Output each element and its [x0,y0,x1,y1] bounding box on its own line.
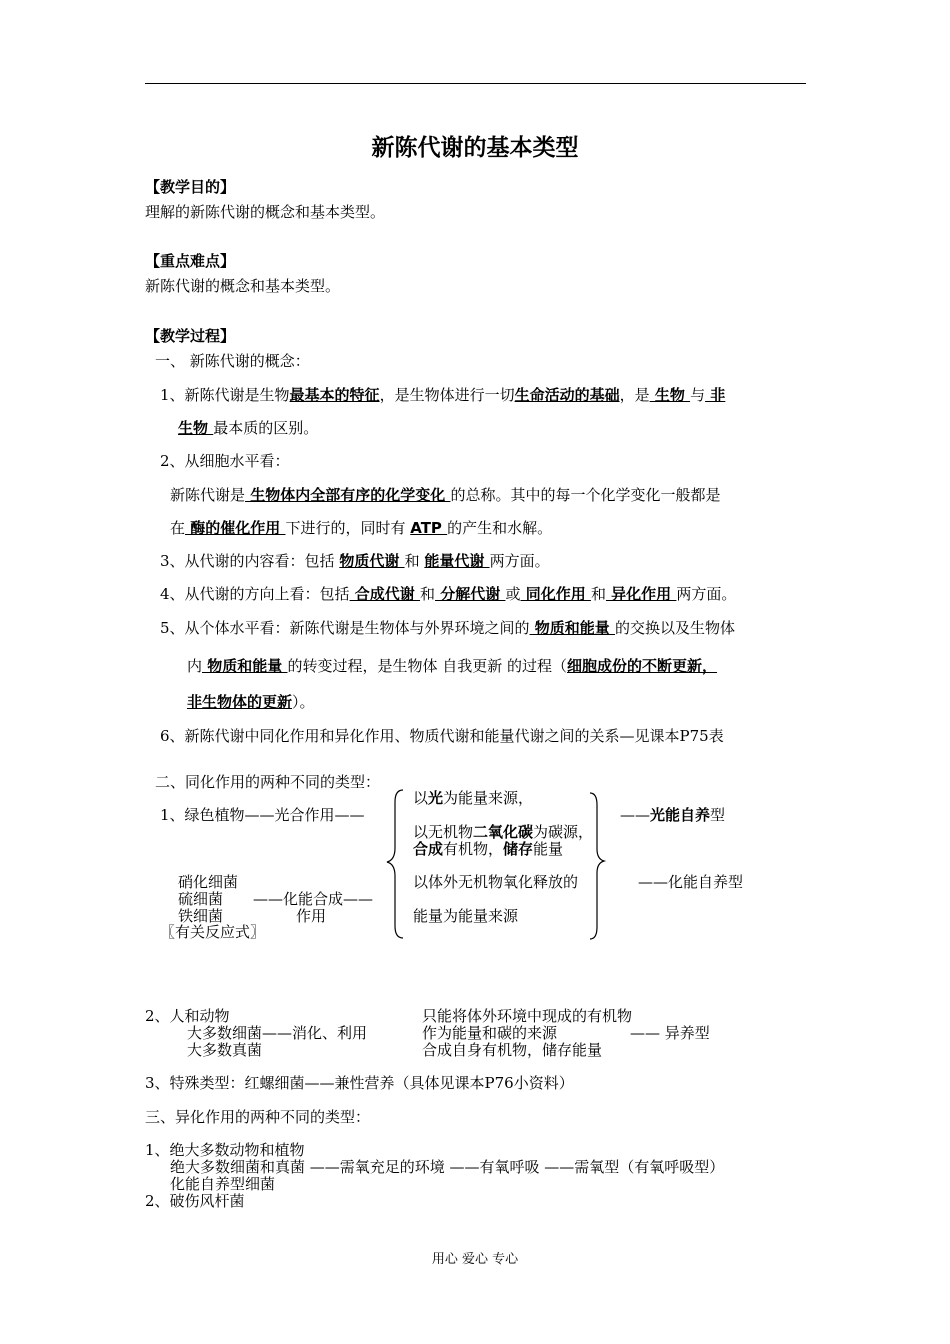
keypoint-text: 新陈代谢的概念和基本类型。 [145,277,341,295]
point-2-line-1: 新陈代谢是 生物体内全部有序的化学变化 的总称。其中的每一个化学变化一般都是 [170,486,721,504]
section-2-heading: 二、同化作用的两种不同的类型： [155,773,381,791]
point-1-line-2: 生物 最本质的区别。 [178,419,319,437]
left-brace-icon [383,788,407,940]
point-3: 3、从代谢的内容看：包括 物质代谢 和 能量代谢 两方面。 [160,552,550,570]
point-4: 4、从代谢的方向上看：包括 合成代谢 和 分解代谢 或 同化作用 和 异化作用 两方面。 [160,585,737,603]
branch-carbon-source: 以无机物二氧化碳为碳源， [413,823,594,841]
anaerobic-line-1: 2、破伤风杆菌 [145,1192,245,1210]
branch-energy-source: 能量为能量来源 [413,907,519,925]
page-title: 新陈代谢的基本类型 [371,135,579,161]
objective-text: 理解的新陈代谢的概念和基本类型。 [145,203,386,221]
bacteria-nitrifying: 硝化细菌 [178,873,239,891]
heterotroph-line-2: 大多数细菌——消化、利用 [187,1024,368,1042]
special-type: 3、特殊类型：红螺细菌——兼性营养（具体见课本P76小资料） [145,1074,574,1092]
heterotroph-desc-2: 作为能量和碳的来源 [422,1024,558,1042]
reaction-label: 〖有关反应式〗 [160,923,266,941]
bacteria-sulfur: 硫细菌 [178,890,224,908]
branch-synthesis: 合成有机物，储存能量 [413,840,564,858]
green-plant-line: 1、绿色植物——光合作用—— [160,806,365,824]
branch-light-source: 以光为能量来源， [413,789,534,807]
chemosynthesis-line: ——化能合成—— [253,890,374,908]
heterotroph-type: —— 异养型 [630,1024,710,1042]
aerobic-line-1: 1、绝大多数动物和植物 [145,1141,305,1159]
footer-text: 用心 爱心 专心 [431,1252,519,1267]
point-5-line-3: 非生物体的更新）。 [187,693,315,711]
point-5-line-1: 5、从个体水平看：新陈代谢是生物体与外界环境之间的 物质和能量 的交换以及生物体 [160,619,736,637]
keypoint-heading: 【重点难点】 [145,252,236,270]
aerobic-line-2: 绝大多数细菌和真菌 ——需氧充足的环境 ——有氧呼吸 ——需氧型（有氧呼吸型） [170,1158,725,1176]
heterotroph-desc-1: 只能将体外环境中现成的有机物 [422,1007,633,1025]
point-6: 6、新陈代谢中同化作用和异化作用、物质代谢和能量代谢之间的关系—见课本P75表 [160,727,724,745]
point-5-line-2: 内 物质和能量 的转变过程，是生物体 自我更新 的过程（细胞成份的不断更新， [187,657,718,675]
point-2: 2、从细胞水平看： [160,452,290,470]
header-rule [145,83,806,84]
photoautotroph-type: ——光能自养型 [620,806,726,824]
chemosynthesis-word: 作用 [296,907,327,925]
bacteria-iron: 铁细菌 [178,907,224,925]
heterotroph-line-1: 2、人和动物 [145,1007,230,1025]
section-1-heading: 一、 新陈代谢的概念： [155,352,310,370]
section-3-heading: 三、异化作用的两种不同的类型： [145,1108,371,1126]
heterotroph-desc-3: 合成自身有机物，储存能量 [422,1041,603,1059]
process-heading: 【教学过程】 [145,327,236,345]
point-1-line-1: 1、新陈代谢是生物最基本的特征，是生物体进行一切生命活动的基础，是 生物 与 非 [160,386,726,404]
aerobic-line-3: 化能自养型细菌 [170,1175,276,1193]
objective-heading: 【教学目的】 [145,178,236,196]
branch-oxidation: 以体外无机物氧化释放的 [413,873,579,891]
right-brace-icon [586,791,608,941]
point-2-line-2: 在 酶的催化作用 下进行的，同时有 ATP 的产生和水解。 [170,519,553,537]
chemoautotroph-type: ——化能自养型 [638,873,744,891]
heterotroph-line-3: 大多数真菌 [187,1041,263,1059]
